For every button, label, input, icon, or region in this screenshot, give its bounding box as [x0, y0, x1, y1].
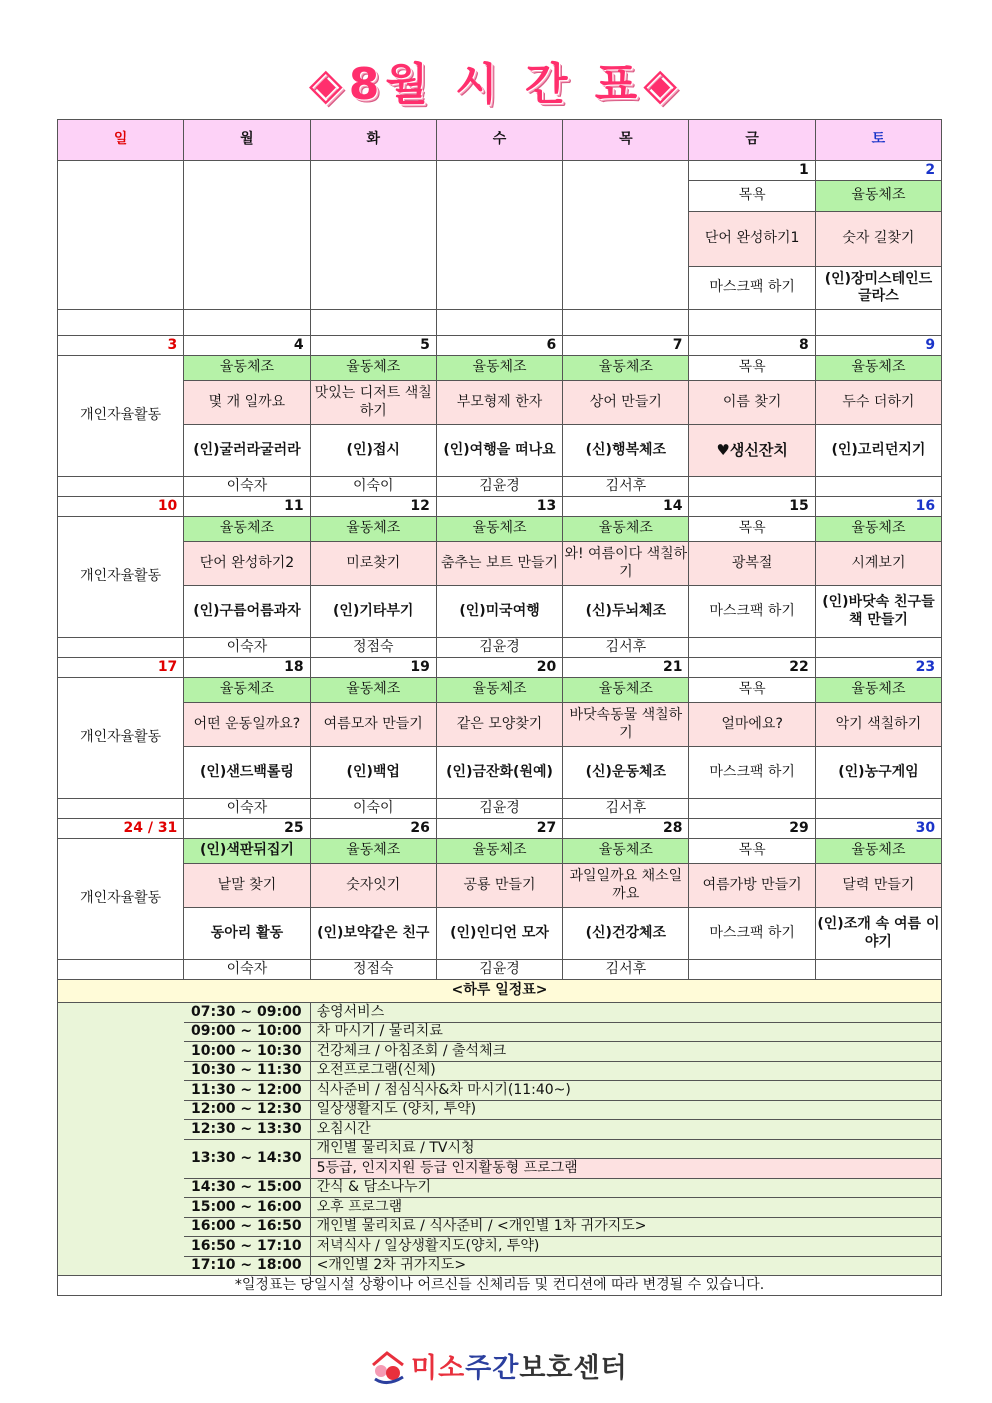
activity-cell: 여름모자 만들기: [310, 703, 436, 747]
schedule-time: 13:30 ~ 14:30: [184, 1139, 310, 1178]
day-number: 18: [184, 658, 310, 678]
activity-cell: (인)고리던지기: [815, 425, 941, 477]
day-number: 26: [310, 819, 436, 839]
staff-name: 이숙이: [310, 477, 436, 497]
activity-cell: 율동체조: [563, 839, 689, 864]
schedule-row: [58, 1022, 942, 1042]
day-number: 29: [689, 819, 815, 839]
schedule-time: 15:00 ~ 16:00: [184, 1198, 310, 1218]
empty-cell: [310, 310, 436, 336]
schedule-row: [58, 1081, 942, 1101]
activity-cell: 숫자 길찾기: [815, 212, 941, 267]
week-activity-row: [58, 381, 942, 425]
activity-cell: (인)미국여행: [436, 586, 562, 638]
schedule-time: 16:50 ~ 17:10: [184, 1237, 310, 1257]
weekday-mon: 월: [184, 120, 310, 161]
activity-cell: 율동체조: [310, 356, 436, 381]
activity-cell: 이름 찾기: [689, 381, 815, 425]
schedule-time: 14:30 ~ 15:00: [184, 1178, 310, 1198]
staff-name: 김서후: [563, 799, 689, 819]
activity-cell: 율동체조: [815, 356, 941, 381]
sunday-activity: 개인자율활동: [58, 517, 184, 638]
activity-cell: 목욕: [689, 678, 815, 703]
empty-cell: [563, 310, 689, 336]
schedule-activity: 송영서비스: [310, 1003, 941, 1023]
week-num-row: [58, 497, 942, 517]
activity-cell: (신)두뇌체조: [563, 586, 689, 638]
week-num-row: [58, 336, 942, 356]
activity-cell: (인)보약같은 친구: [310, 908, 436, 960]
activity-cell: 율동체조: [310, 839, 436, 864]
day-number: 27: [436, 819, 562, 839]
weekday-sun: 일: [58, 120, 184, 161]
week-activity-row: [58, 839, 942, 864]
activity-cell: 얼마에요?: [689, 703, 815, 747]
schedule-time: 10:00 ~ 10:30: [184, 1042, 310, 1062]
activity-cell: 목욕: [689, 839, 815, 864]
empty-cell: [563, 161, 689, 310]
schedule-row: [58, 1237, 942, 1257]
schedule-time: 17:10 ~ 18:00: [184, 1256, 310, 1276]
activity-cell: (인)굴러라굴러라: [184, 425, 310, 477]
day-number: 16: [815, 497, 941, 517]
day-number: 12: [310, 497, 436, 517]
staff-name: 정점숙: [310, 960, 436, 980]
empty-cell: [689, 310, 815, 336]
activity-cell: 율동체조: [436, 839, 562, 864]
activity-cell: 율동체조: [436, 517, 562, 542]
activity-cell: 시계보기: [815, 542, 941, 586]
day-number: 28: [563, 819, 689, 839]
week-activity-row: [58, 864, 942, 908]
empty-cell: [436, 310, 562, 336]
empty-cell: [58, 1178, 184, 1198]
day-number: 2: [815, 161, 941, 181]
day-number: 11: [184, 497, 310, 517]
logo-text: [411, 1346, 628, 1385]
staff-name: [815, 799, 941, 819]
activity-cell: 율동체조: [815, 181, 941, 212]
day-number: 23: [815, 658, 941, 678]
activity-cell: (신)행복체조: [563, 425, 689, 477]
activity-cell: (인)농구게임: [815, 747, 941, 799]
week0-num-row: [58, 161, 942, 181]
staff-name: 정점숙: [310, 638, 436, 658]
activity-cell: 율동체조: [563, 678, 689, 703]
schedule-time: 12:00 ~ 12:30: [184, 1100, 310, 1120]
sunday-activity: 개인자율활동: [58, 839, 184, 960]
activity-cell: 마스크팩 하기: [689, 586, 815, 638]
day-number: 10: [58, 497, 184, 517]
activity-cell: 마스크팩 하기: [689, 747, 815, 799]
staff-name: [689, 960, 815, 980]
activity-cell: 단어 완성하기2: [184, 542, 310, 586]
activity-cell: (인)샌드백롤링: [184, 747, 310, 799]
activity-cell: 율동체조: [815, 678, 941, 703]
weekday-fri: 금: [689, 120, 815, 161]
schedule-time: 10:30 ~ 11:30: [184, 1061, 310, 1081]
logo-text-part1: 미소: [411, 1352, 466, 1384]
week-activity-row: [58, 703, 942, 747]
week0-staff-row: [58, 310, 942, 336]
activity-cell: 율동체조: [436, 356, 562, 381]
schedule-activity: 개인별 물리치료 / 식사준비 / <개인별 1차 귀가지도>: [310, 1217, 941, 1237]
activity-cell: (신)운동체조: [563, 747, 689, 799]
activity-cell: 공룡 만들기: [436, 864, 562, 908]
empty-cell: [310, 161, 436, 310]
schedule-row: [58, 1100, 942, 1120]
day-number: 4: [184, 336, 310, 356]
day-number: 17: [58, 658, 184, 678]
weekday-sat: 토: [815, 120, 941, 161]
note-row: [58, 1276, 942, 1296]
weekday-thu: 목: [563, 120, 689, 161]
weekday-tue: 화: [310, 120, 436, 161]
activity-cell: 광복절: [689, 542, 815, 586]
daily-schedule-title-row: [58, 980, 942, 1003]
schedule-activity: 차 마시기 / 물리치료: [310, 1022, 941, 1042]
empty-cell: [815, 310, 941, 336]
activity-cell: 율동체조: [563, 356, 689, 381]
day-number: 19: [310, 658, 436, 678]
empty-cell: [58, 1081, 184, 1101]
week-num-row: [58, 658, 942, 678]
schedule-row: [58, 1139, 942, 1159]
daily-schedule-title: <하루 일정표>: [58, 980, 942, 1003]
activity-cell: 춤추는 보트 만들기: [436, 542, 562, 586]
activity-cell: 낱말 찾기: [184, 864, 310, 908]
activity-cell: (인)바닷속 친구들책 만들기: [815, 586, 941, 638]
activity-cell: 몇 개 일까요: [184, 381, 310, 425]
staff-name: 이숙자: [184, 799, 310, 819]
activity-cell: (인)조개 속 여름 이야기: [815, 908, 941, 960]
empty-cell: [184, 310, 310, 336]
schedule-activity: 건강체크 / 아침조회 / 출석체크: [310, 1042, 941, 1062]
week-activity-row: [58, 477, 942, 497]
empty-cell: [58, 1256, 184, 1276]
staff-name: 김서후: [563, 960, 689, 980]
schedule-activity: 오전프로그램(신체): [310, 1061, 941, 1081]
empty-cell: [58, 310, 184, 336]
day-number: 8: [689, 336, 815, 356]
activity-cell: 바닷속동물 색칠하기: [563, 703, 689, 747]
day-number: 3: [58, 336, 184, 356]
staff-name: 이숙자: [184, 638, 310, 658]
activity-cell: (인)구름어름과자: [184, 586, 310, 638]
empty-cell: [58, 1217, 184, 1237]
day-number: 7: [563, 336, 689, 356]
week-num-row: [58, 819, 942, 839]
staff-name: 이숙자: [184, 477, 310, 497]
staff-name: 김윤경: [436, 960, 562, 980]
center-logo: [365, 1345, 635, 1385]
empty-cell: [184, 161, 310, 310]
week-activity-row: [58, 799, 942, 819]
staff-name: 김서후: [563, 477, 689, 497]
activity-cell: 숫자잇기: [310, 864, 436, 908]
week-activity-row: [58, 747, 942, 799]
activity-cell: 율동체조: [310, 517, 436, 542]
logo-text-part3: 보호센터: [519, 1352, 628, 1384]
activity-cell: 마스크팩 하기: [689, 267, 815, 310]
schedule-activity: 오후 프로그램: [310, 1198, 941, 1218]
activity-cell: 악기 색칠하기: [815, 703, 941, 747]
empty-cell: [58, 1003, 184, 1023]
activity-cell: (인)접시: [310, 425, 436, 477]
schedule-row: [58, 1003, 942, 1023]
week-activity-row: [58, 517, 942, 542]
activity-cell: (신)건강체조: [563, 908, 689, 960]
staff-name: [689, 799, 815, 819]
sunday-activity: 개인자율활동: [58, 356, 184, 477]
activity-cell: 율동체조: [184, 356, 310, 381]
schedule-time: 12:30 ~ 13:30: [184, 1120, 310, 1140]
day-number: 22: [689, 658, 815, 678]
weekday-wed: 수: [436, 120, 562, 161]
activity-label: 생신잔치: [729, 441, 788, 460]
empty-cell: [436, 161, 562, 310]
monthly-calendar: [57, 119, 942, 1296]
empty-cell: [58, 960, 184, 980]
activity-cell: (인)여행을 떠나요: [436, 425, 562, 477]
activity-cell: 목욕: [689, 181, 815, 212]
empty-cell: [58, 1237, 184, 1257]
activity-cell: (인)백업: [310, 747, 436, 799]
week-activity-row: [58, 678, 942, 703]
activity-cell: (인)인디언 모자: [436, 908, 562, 960]
empty-cell: [58, 1061, 184, 1081]
empty-cell: [58, 1022, 184, 1042]
activity-cell: 율동체조: [815, 517, 941, 542]
schedule-note: *일정표는 당일시설 상황이나 어르신들 신체리듬 및 컨디션에 따라 변경될 수 있습니다.: [58, 1276, 942, 1296]
schedule-row: [58, 1120, 942, 1140]
activity-cell: 미로찾기: [310, 542, 436, 586]
activity-cell: 같은 모양찾기: [436, 703, 562, 747]
week-activity-row: [58, 960, 942, 980]
activity-cell: 어떤 운동일까요?: [184, 703, 310, 747]
schedule-activity: 식사준비 / 점심식사&차 마시기(11:40~): [310, 1081, 941, 1101]
day-number: 25: [184, 819, 310, 839]
day-number: 21: [563, 658, 689, 678]
schedule-row: [58, 1256, 942, 1276]
activity-cell: 단어 완성하기1: [689, 212, 815, 267]
week-activity-row: [58, 542, 942, 586]
week-activity-row: [58, 908, 942, 960]
schedule-row: [58, 1217, 942, 1237]
staff-name: [689, 477, 815, 497]
day-number: 14: [563, 497, 689, 517]
logo-text-part2: 주간: [465, 1352, 520, 1384]
schedule-activity: 간식 & 담소나누기: [310, 1178, 941, 1198]
empty-cell: [58, 477, 184, 497]
staff-name: [815, 960, 941, 980]
logo-icon: [365, 1347, 411, 1383]
empty-cell: [58, 1100, 184, 1120]
sunday-activity: 개인자율활동: [58, 678, 184, 799]
schedule-time: 07:30 ~ 09:00: [184, 1003, 310, 1023]
empty-cell: [58, 1139, 184, 1178]
activity-cell: (인)색판뒤집기: [184, 839, 310, 864]
activity-cell: 여름가방 만들기: [689, 864, 815, 908]
empty-cell: [58, 1198, 184, 1218]
schedule-activity: <개인별 2차 귀가지도>: [310, 1256, 941, 1276]
staff-name: [815, 477, 941, 497]
day-number: 9: [815, 336, 941, 356]
activity-cell: (인)기타부기: [310, 586, 436, 638]
schedule-row: [58, 1198, 942, 1218]
activity-cell: 두수 더하기: [815, 381, 941, 425]
day-number: 13: [436, 497, 562, 517]
schedule-activity: 개인별 물리치료 / TV시청: [310, 1139, 941, 1159]
schedule-row: [58, 1042, 942, 1062]
activity-cell: 상어 만들기: [563, 381, 689, 425]
staff-name: 김윤경: [436, 638, 562, 658]
activity-cell: (인)금잔화(원예): [436, 747, 562, 799]
activity-cell: 율동체조: [563, 517, 689, 542]
page-title: ◈8월 시 간 표◈: [308, 59, 684, 110]
heart-icon: ♥: [716, 441, 730, 460]
staff-name: [815, 638, 941, 658]
schedule-activity: 오침시간: [310, 1120, 941, 1140]
activity-cell: [689, 425, 815, 477]
day-number: 24 / 31: [58, 819, 184, 839]
staff-name: [689, 638, 815, 658]
activity-cell: 율동체조: [184, 517, 310, 542]
day-number: 5: [310, 336, 436, 356]
week-activity-row: [58, 356, 942, 381]
empty-cell: [58, 161, 184, 310]
activity-cell: 맛있는 디저트 색칠하기: [310, 381, 436, 425]
week-activity-row: [58, 425, 942, 477]
activity-cell: 과일일까요 채소일까요: [563, 864, 689, 908]
day-number: 30: [815, 819, 941, 839]
activity-cell: 율동체조: [815, 839, 941, 864]
staff-name: 김서후: [563, 638, 689, 658]
activity-cell: 마스크팩 하기: [689, 908, 815, 960]
day-number: 6: [436, 336, 562, 356]
staff-name: 김윤경: [436, 477, 562, 497]
empty-cell: [58, 1042, 184, 1062]
week-activity-row: [58, 586, 942, 638]
activity-cell: 목욕: [689, 517, 815, 542]
schedule-time: 16:00 ~ 16:50: [184, 1217, 310, 1237]
activity-cell: 달력 만들기: [815, 864, 941, 908]
staff-name: 이숙자: [184, 960, 310, 980]
activity-cell: 목욕: [689, 356, 815, 381]
staff-name: 김윤경: [436, 799, 562, 819]
schedule-activity: 일상생활지도 (양치, 투약): [310, 1100, 941, 1120]
schedule-row: [58, 1178, 942, 1198]
activity-cell: 율동체조: [184, 678, 310, 703]
activity-cell: 율동체조: [310, 678, 436, 703]
activity-cell: 와! 여름이다 색칠하기: [563, 542, 689, 586]
activity-cell: 동아리 활동: [184, 908, 310, 960]
empty-cell: [58, 799, 184, 819]
activity-cell: (인)장미스테인드 글라스: [815, 267, 941, 310]
schedule-time: 09:00 ~ 10:00: [184, 1022, 310, 1042]
activity-cell: 율동체조: [436, 678, 562, 703]
weekday-header-row: [58, 120, 942, 161]
day-number: 15: [689, 497, 815, 517]
day-number: 20: [436, 658, 562, 678]
week-activity-row: [58, 638, 942, 658]
day-number: 1: [689, 161, 815, 181]
schedule-activity: 5등급, 인지지원 등급 인지활동형 프로그램: [310, 1159, 941, 1179]
schedule-row: [58, 1061, 942, 1081]
schedule-time: 11:30 ~ 12:00: [184, 1081, 310, 1101]
empty-cell: [58, 638, 184, 658]
schedule-activity: 저녁식사 / 일상생활지도(양치, 투약): [310, 1237, 941, 1257]
empty-cell: [58, 1120, 184, 1140]
staff-name: 이숙이: [310, 799, 436, 819]
activity-cell: 부모형제 한자: [436, 381, 562, 425]
